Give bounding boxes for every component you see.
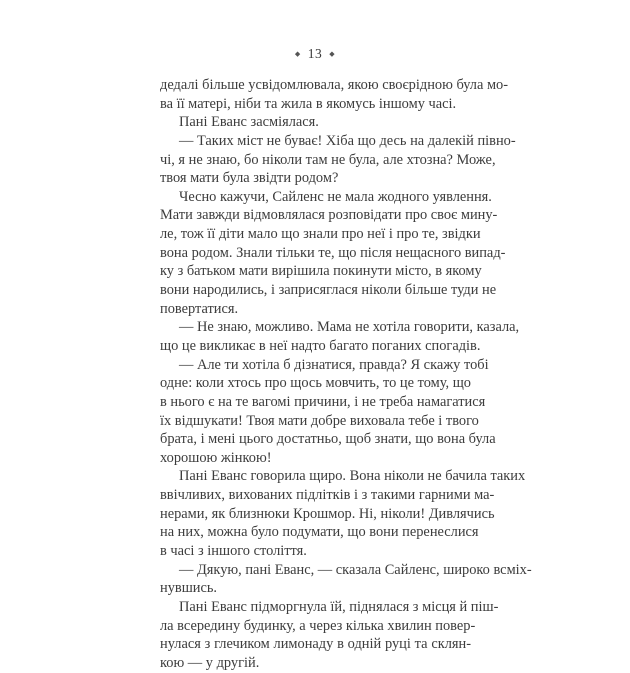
text-line: дедалі більше усвідомлювала, якою своєрідною була мо- [160,77,509,93]
text-line: ле, тож її діти мало що знали про неї і про те, звідки [160,226,481,243]
text-line: їх відшукати! Твоя мати добре виховала тебе і твого [160,412,479,429]
text-line: ввічливих, вихованих підлітків і з такими гарними ма- [160,487,495,504]
text-line: твоя мати була звідти родом? [160,170,339,187]
text-line: на них, можна було подумати, що вони перенеслися [160,524,479,541]
text-line: вона родом. Знали тільки те, що після нещасного випад- [160,244,506,261]
paragraph [160,188,506,318]
text-line: Мати завжди відмовлялася розповідати про своє мину- [160,207,498,224]
paragraph [160,318,520,355]
body-text [160,76,532,673]
text-line: нерами, як близнюки Крошмор. Ні, ніколи! Дивлячись [160,505,495,522]
text-line: чі, я не знаю, бо ніколи там не була, але хтозна? Може, [160,151,496,168]
text-line: що це викликає в неї надто багато поганих спогадів. [160,337,481,354]
text-line: повертатися. [160,300,239,317]
page-number-header [0,46,630,62]
ornament-right-icon: ◆ [329,50,336,58]
text-line: нулася з глечиком лимонаду в одній руці та склян- [160,636,471,653]
paragraph [160,356,496,468]
paragraph [160,467,526,560]
text-line: Пані Еванс засміялася. [179,114,319,131]
text-line: кою — у другій. [160,654,260,671]
text-line: в нього є на те вагомі причини, і не треба намагатися [160,393,486,410]
text-line: ку з батьком мати вирішила покинути місто, в якому [160,263,482,280]
text-line: хорошою жінкою! [160,449,272,466]
page-number: 13 [307,46,323,61]
paragraph [160,561,532,598]
text-line: вони народились, і заприсяглася ніколи більше туди не [160,282,497,299]
text-line: брата, і мені цього достатньо, щоб знати, що вона була [160,431,496,448]
paragraph [160,598,499,673]
text-line: в часі з іншого століття. [160,543,307,560]
text-line: нувшись. [160,580,218,597]
text-line: ва її матері, ніби та жила в якомусь іншому часі. [160,95,457,112]
text-line: Чесно кажучи, Сайленс не мала жодного уявлення. [179,188,492,205]
text-line: ла всередину будинку, а через кілька хвилин повер- [160,617,476,634]
ornament-left-icon: ◆ [294,50,301,58]
text-line: — Не знаю, можливо. Мама не хотіла говорити, казала, [179,319,520,336]
text-line: — Але ти хотіла б дізнатися, правда? Я скажу тобі [179,356,489,373]
text-line: — Таких міст не буває! Хіба що десь на далекій півно- [179,132,516,149]
text-line: Пані Еванс підморгнула їй, піднялася з місця й піш- [179,598,499,615]
text-line: — Дякую, пані Еванс, — сказала Сайленс, широко всміх- [179,561,532,578]
paragraph [160,113,471,132]
paragraph [160,132,516,188]
paragraph [160,76,509,113]
text-line: одне: коли хтось про щось мовчить, то це тому, що [160,375,471,392]
text-line: Пані Еванс говорила щиро. Вона ніколи не бачила таких [179,468,526,485]
